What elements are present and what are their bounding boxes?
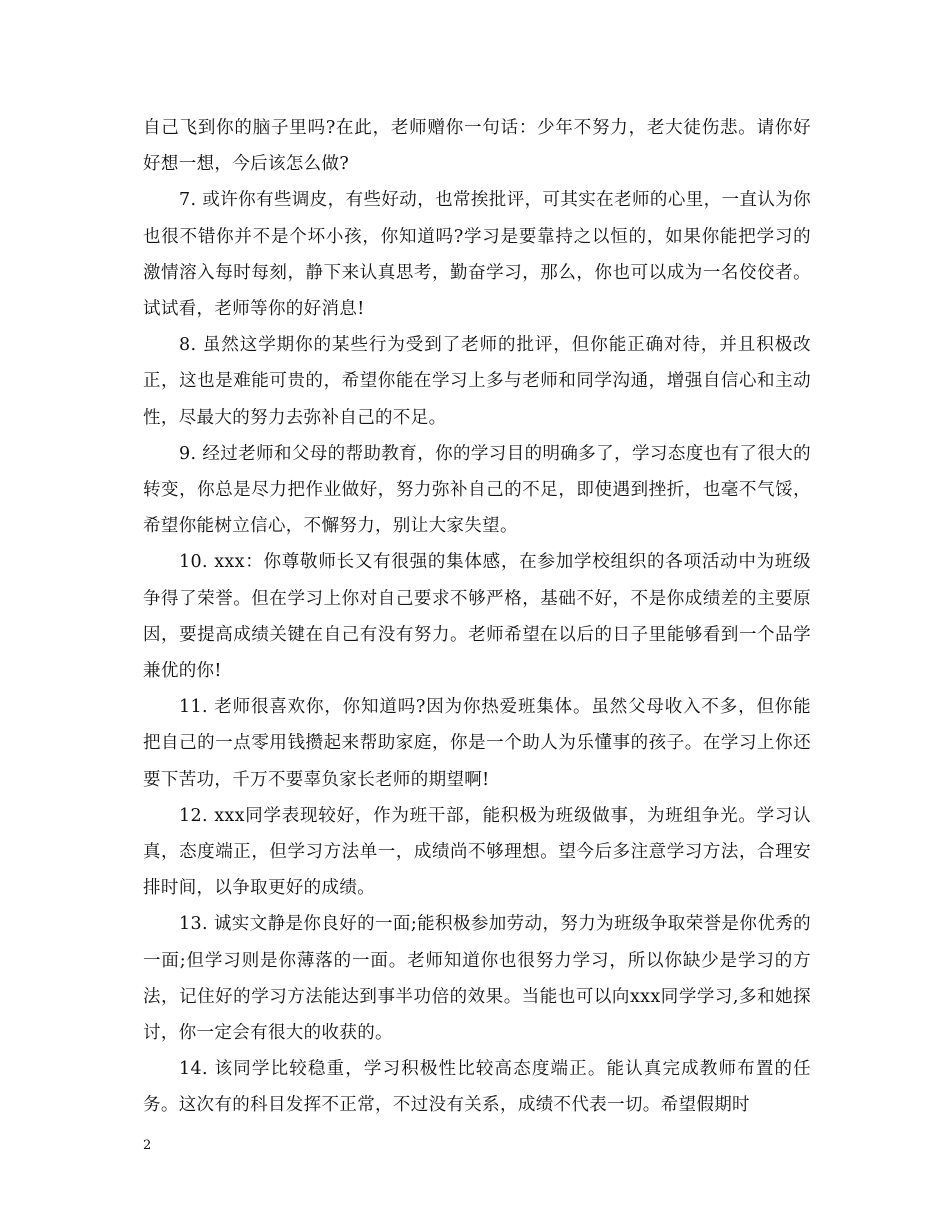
paragraph-item-9: 9. 经过老师和父母的帮助教育，你的学习目的明确多了，学习态度也有了很大的转变，你总是尽力把作业做好，努力弥补自己的不足，即使遇到挫折，也毫不气馁，希望你能树立信心，不懈努力，别让大家失望。 bbox=[143, 443, 811, 537]
paragraph-item-13: 13. 诚实文静是你良好的一面;能积极参加劳动，努力为班级争取荣誉是你优秀的一面;但学习则是你薄落的一面。老师知道你也很努力学习，所以你缺少是学习的方法，记住好的学习方法能达到事半功倍的效果。当能也可以向xxx同学学习,多和她探讨，你一定会有很大的收获的。 bbox=[143, 914, 811, 1044]
paragraph-item-12: 12. xxx同学表现较好，作为班干部，能积极为班级做事，为班组争光。学习认真，态度端正，但学习方法单一，成绩尚不够理想。望今后多注意学习方法，合理安排时间，以争取更好的成绩。 bbox=[143, 805, 811, 899]
paragraph-item-10: 10. xxx：你尊敬师长又有很强的集体感，在参加学校组织的各项活动中为班级争得了荣誉。但在学习上你对自己要求不够严格，基础不好，不是你成绩差的主要原因，要提高成绩关键在自己有没有努力。老师希望在以后的日子里能够看到一个品学兼优的你! bbox=[143, 552, 811, 682]
paragraph-item-8: 8. 虽然这学期你的某些行为受到了老师的批评，但你能正确对待，并且积极改正，这也是难能可贵的，希望你能在学习上多与老师和同学沟通，增强自信心和主动性，尽最大的努力去弥补自己的不足。 bbox=[143, 335, 811, 428]
document-body bbox=[143, 110, 811, 1124]
page-number: 2 bbox=[143, 1138, 152, 1153]
paragraph-item-7: 7. 或许你有些调皮，有些好动，也常挨批评，可其实在老师的心里，一直认为你也很不错你并不是个坏小孩，你知道吗?学习是要靠持之以恒的，如果你能把学习的激情溶入每时每刻，静下来认真思考，勤奋学习，那么，你也可以成为一名佼佼者。试试看，老师等你的好消息! bbox=[143, 190, 811, 320]
paragraph-continuation: 自己飞到你的脑子里吗?在此，老师赠你一句话：少年不努力，老大徒伤悲。请你好好想一想，今后该怎么做? bbox=[143, 118, 811, 175]
paragraph-item-14: 14. 该同学比较稳重，学习积极性比较高态度端正。能认真完成教师布置的任务。这次有的科目发挥不正常，不过没有关系，成绩不代表一切。希望假期时 bbox=[143, 1059, 811, 1116]
paragraph-item-11: 11. 老师很喜欢你，你知道吗?因为你热爱班集体。虽然父母收入不多，但你能把自己的一点零用钱攒起来帮助家庭，你是一个助人为乐懂事的孩子。在学习上你还要下苦功，千万不要辜负家长老师的期望啊! bbox=[143, 697, 811, 790]
